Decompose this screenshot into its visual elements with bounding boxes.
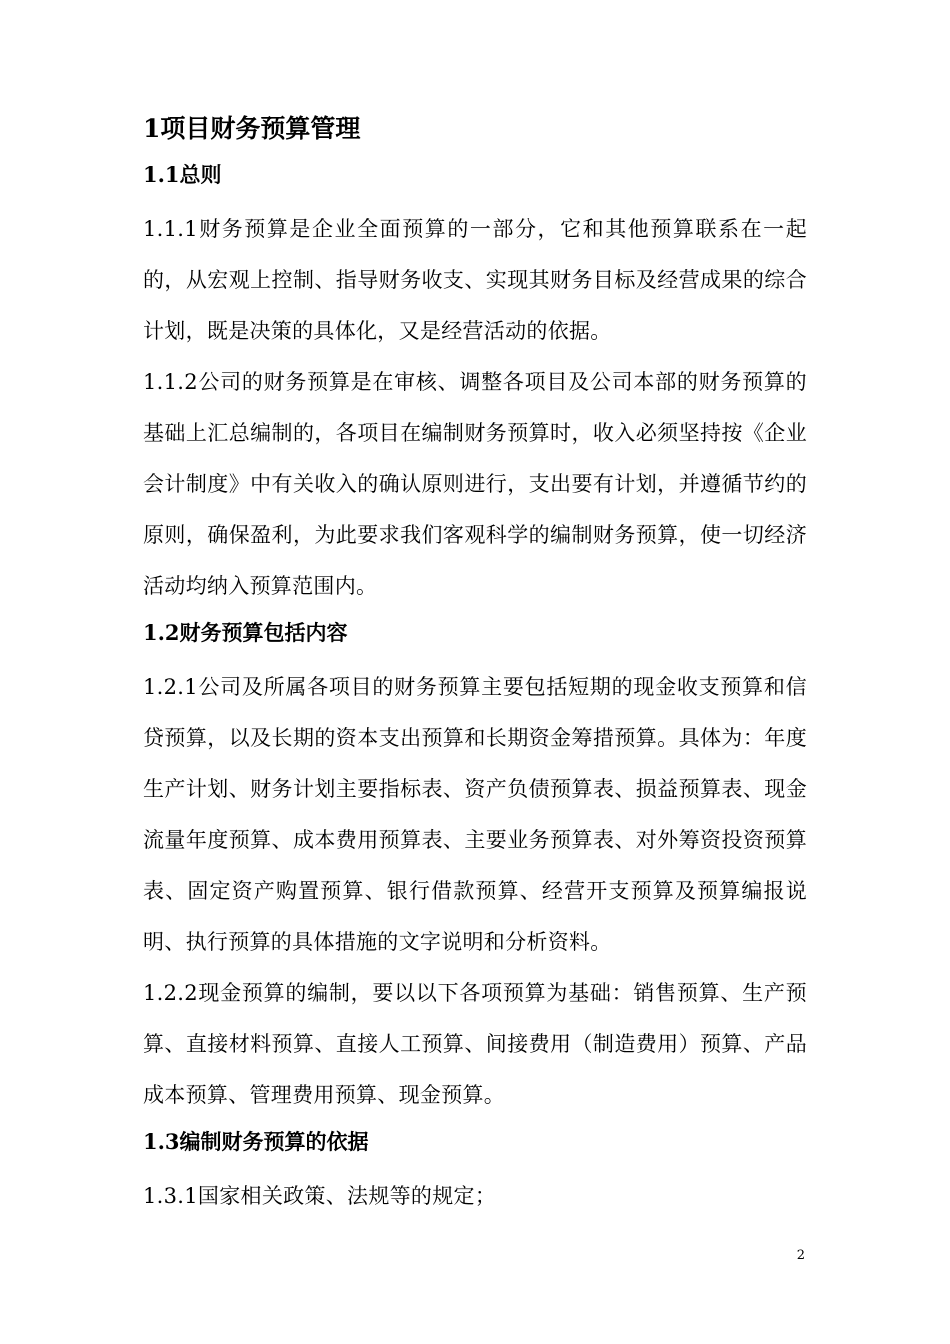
paragraph-1-2-1: 1.2.1公司及所属各项目的财务预算主要包括短期的现金收支预算和信贷预算，以及长期的资本支出预算和长期资金筹措预算。具体为：年度生产计划、财务计划主要指标表、资产负债预算表、损益预算表、现金流量年度预算、成本费用预算表、主要业务预算表、对外筹资投资预算表、固定资产购置预算、银行借款预算、经营开支预算及预算编报说明、执行预算的具体措施的文字说明和分析资料。 xyxy=(143,675,807,954)
page-number: 2 xyxy=(796,1248,805,1263)
section-heading-1-2: 1.2财务预算包括内容 xyxy=(143,620,348,645)
section-heading-1-1: 1.1总则 xyxy=(143,162,222,187)
main-heading: 1项目财务预算管理 xyxy=(143,114,361,143)
section-heading-1-3: 1.3编制财务预算的依据 xyxy=(143,1129,369,1154)
paragraph-1-2-2: 1.2.2现金预算的编制，要以以下各项预算为基础：销售预算、生产预算、直接材料预算、直接人工预算、间接费用（制造费用）预算、产品成本预算、管理费用预算、现金预算。 xyxy=(143,981,807,1107)
page-content xyxy=(143,112,807,1222)
paragraph-1-1-2: 1.1.2公司的财务预算是在审核、调整各项目及公司本部的财务预算的基础上汇总编制的，各项目在编制财务预算时，收入必须坚持按《企业会计制度》中有关收入的确认原则进行，支出要有计划，并遵循节约的原则，确保盈利，为此要求我们客观科学的编制财务预算，使一切经济活动均纳入预算范围内。 xyxy=(143,370,807,598)
paragraph-1-3-1: 1.3.1国家相关政策、法规等的规定； xyxy=(143,1184,497,1208)
paragraph-1-1-1: 1.1.1财务预算是企业全面预算的一部分，它和其他预算联系在一起的，从宏观上控制、指导财务收支、实现其财务目标及经营成果的综合计划，既是决策的具体化，又是经营活动的依据。 xyxy=(143,217,807,343)
